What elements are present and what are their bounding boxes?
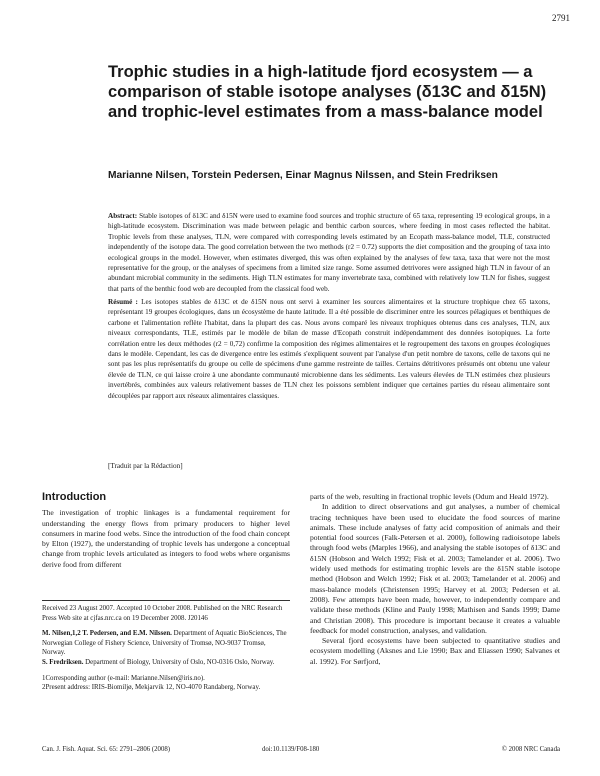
footnote: 2Present address: IRIS-Biomiljø, Mekjarvik 12, NO-4070 Randaberg, Norway. (42, 684, 261, 692)
journal-citation: Can. J. Fish. Aquat. Sci. 65: 2791–2806 (2008) (42, 746, 171, 753)
affiliation-names: M. Nilsen,1,2 T. Pedersen, and E.M. Nilssen. (42, 630, 172, 638)
section-heading-introduction: Introduction (42, 491, 107, 503)
resume (108, 297, 550, 401)
footnote: 1Corresponding author (e-mail: Marianne.Nilsen@iris.no). (42, 674, 205, 682)
notes-divider (42, 600, 290, 601)
article-notes (42, 604, 290, 693)
affiliation-text: Department of Aquatic BioSciences, The Norwegian College of Fishery Science, University of Tromsø, NO-9037 Tromsø, Norway. (42, 630, 287, 657)
author-list: Marianne Nilsen, Torstein Pedersen, Einar Magnus Nilssen, and Stein Fredriksen (108, 170, 498, 181)
abstract-label: Abstract: (108, 212, 138, 220)
abstract (108, 211, 550, 294)
page-number: 2791 (552, 13, 570, 23)
body-paragraph: parts of the web, resulting in fractional trophic levels (Odum and Heald 1972). (310, 492, 549, 501)
doi: doi:10.1139/F08-180 (262, 746, 320, 753)
affiliation-names: S. Fredriksen. (42, 658, 84, 666)
received-dates: Received 23 August 2007. Accepted 10 October 2008. Published on the NRC Research Press Web site at cjfas.nrc.ca on 19 December 2008. J20146 (42, 605, 283, 622)
affiliation (42, 658, 290, 668)
right-column (310, 492, 560, 667)
body-paragraph: In addition to direct observations and gut analyses, a number of chemical tracing techniques have been used to elucidate the food sources of marine animals. These include analyses of fatty acid composition of animals and their potential food sources (Falk-Petersen et al. 2000), following radioisotope labels through food webs (Marples 1966), and analysing the stable isotopes of δ13C and δ15N (Hobson and Welch 1992; Fisk et al. 2003; Tamelander et al. 2006). Two widely used methods for estimating trophic levels are the δ15N stable isotope method (Hobson and Welch 1992; Fisk et al. 2003; Tamelander et al. 2006) and mass-balance models (Christensen 1995; Harvey et al. 2003; Pedersen et al. 2008). Few attempts have been made, however, to independently compare and validate these methods (Kline and Pauly 1998; Mathisen and Sands 1999; Dame and Christian 2008). This procedure is important because it creates a valuable feedback for model construction, analyses, and validation. (310, 502, 560, 635)
resume-text: Les isotopes stables de δ13C et de δ15N nous ont servi à examiner les sources alimentaires et la structure trophique chez 65 taxons, représentant 19 groupes écologiques, dans un écosystème de haute latitude. Il a été possible de discriminer entre les sources pélagiques et benthiques de carbone et l'alimentation reflète l'habitat, dans la plupart des cas. Nous avons comparé les niveaux trophiques obtenus dans ces analyses, TLN, aux niveaux correspondants, TLE, estimés par le modèle de bilan de masse d'Ecopath construit indépendamment des données isotopiques. La forte corrélation entre les deux méthodes (r2 = 0,72) confirme la composition des régimes alimentaires et le regroupement des taxons en groupes écologiques dans le modèle. Cependant, les cas de divergence entre les estimés s'expliquent souvent par l'analyse d'un petit nombre de taxons, celle de taxons qui ne sont pas les plus représentatifs du groupe ou celle de spécimens d'une gamme restreinte de tailles. Certains détritivores présumés ont obtenu une valeur élevée de TLN, ce qui laisse croire à une abondante communauté microbienne dans les sédiments. Les valeurs élevées de TLN estimées chez plusieurs invertébrés, combinées aux valeurs relativement basses de TLN chez les poissons semblent indiquer que certaines parties du réseau alimentaire sont découplées par rapport aux réseaux alimentaires classiques. (108, 298, 551, 400)
copyright: © 2008 NRC Canada (501, 746, 560, 753)
resume-label: Résumé : (108, 298, 138, 306)
affiliation (42, 629, 290, 658)
affiliation-text: Department of Biology, University of Oslo, NO-0316 Oslo, Norway. (85, 658, 275, 666)
left-column (42, 492, 290, 570)
translation-note: [Traduit par la Rédaction] (108, 462, 183, 470)
abstract-text: Stable isotopes of δ13C and δ15N were used to examine food sources and trophic structure of 65 taxa, representing 19 ecological groups, in a high-latitude ecosystem. Discrimination was made between pelagic and benthic carbon sources, where feeding in most cases reflected the habitat. Trophic levels from these analyses, TLN, were compared with corresponding levels estimated by an Ecopath mass-balance model, TLE, constructed independently of the isotope data. The good correlation between the two methods (r2 = 0.72) supports the diet composition and the grouping of taxa into ecological groups in the model. However, when estimates diverged, this was often explained by the analyses of few taxa, taxa that were not the most representative for the group, or the analyses of specimens from a limited size range. Some assumed detrivores were assigned high TLN in favour of an abundant microbial community in the sediments. High TLN estimates for many invertebrate taxa, combined with relatively low TLN for fishes, suggest that parts of the benthic food web are decoupled from the classical food web. (108, 212, 550, 293)
body-paragraph: Several fjord ecosystems have been subjected to quantitative studies and ecosystem modelling (Aksnes and Lie 1990; Bax and Eliassen 1990; Salvanes et al. 1992). For Sørfjord, (310, 636, 560, 666)
article-title: Trophic studies in a high-latitude fjord ecosystem — a comparison of stable isotope analyses (δ13C and δ15N) and trophic-level estimates from a mass-balance model (108, 63, 547, 121)
intro-paragraph: The investigation of trophic linkages is a fundamental requirement for understanding the energy flows from primary producers to higher level consumers in marine food webs. Since the introduction of the food chain concept by Elton (1927), the understanding of trophic levels has undergone a conceptual change from trophic levels articulated as integers to food webs where organisms derive food from different (42, 508, 290, 569)
